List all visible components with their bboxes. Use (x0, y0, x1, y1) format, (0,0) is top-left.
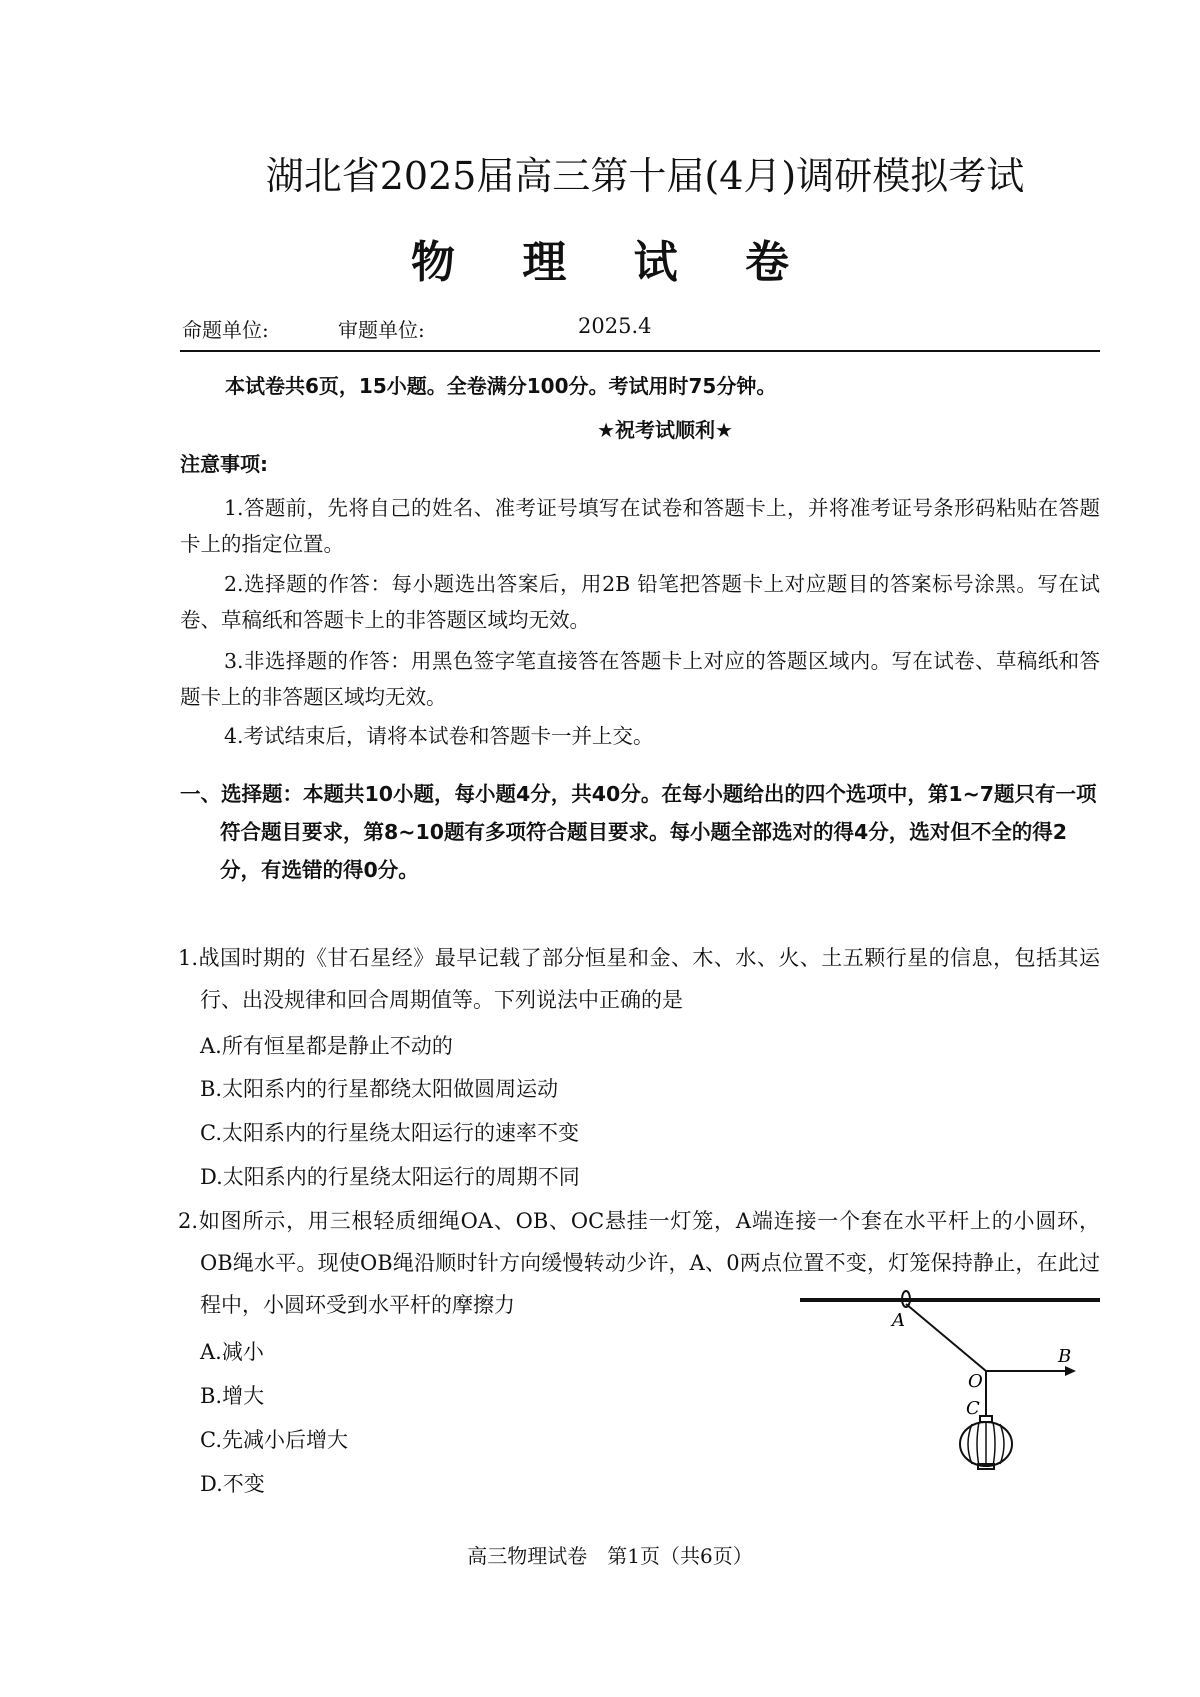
lantern-icon (960, 1416, 1012, 1469)
question-option: D.太阳系内的行星绕太阳运行的周期不同 (200, 1165, 580, 1189)
arrow-b (1065, 1366, 1076, 1376)
exam-title: 湖北省2025届高三第十届(4月)调研模拟考试 (265, 154, 1025, 198)
page-footer: 高三物理试卷 第1页（共6页） (467, 1544, 753, 1568)
notes-heading: 注意事项: (180, 452, 268, 476)
subject-title: 物 理 试 卷 (411, 237, 815, 288)
lantern-figure (800, 1280, 1100, 1470)
exam-summary: 本试卷共6页，15小题。全卷满分100分。考试用时75分钟。 (225, 374, 777, 398)
question-option: B.太阳系内的行星都绕太阳做圆周运动 (200, 1077, 559, 1101)
section-heading: 一、选择题：本题共10小题，每小题4分，共40分。在每小题给出的四个选项中，第1~7题只有一项符合题目要求，第8~10题有多项符合题目要求。每小题全部选对的得4分，选对但不全的得2分，有选错的得0分。 (180, 782, 1097, 882)
question-option: D.不变 (200, 1472, 265, 1496)
label-o: O (968, 1371, 983, 1392)
question-stem: 2.如图所示，用三根轻质细绳OA、OB、OC悬挂一灯笼，A端连接一个套在水平杆上的小圆环，OB绳水平。现使OB绳沿顺时针方向缓慢转动少许，A、0两点位置不变，灯笼保持静止，在此过程中，小圆环受到水平杆的摩擦力 (178, 1209, 1100, 1317)
note-item: 2.选择题的作答：每小题选出答案后，用2B 铅笔把答题卡上对应题目的答案标号涂黑。写在试卷、草稿纸和答题卡上的非答题区域均无效。 (180, 572, 1100, 632)
question-option: A.减小 (200, 1340, 264, 1364)
question-stem: 1.战国时期的《甘石星经》最早记载了部分恒星和金、木、水、火、土五颗行星的信息，包括其运行、出没规律和回合周期值等。下列说法中正确的是 (178, 946, 1100, 1012)
author-unit-label: 命题单位: (182, 318, 269, 342)
label-b: B (1058, 1346, 1072, 1367)
header-divider (180, 350, 1100, 352)
label-c: C (966, 1398, 980, 1419)
exam-date: 2025.4 (578, 314, 652, 338)
note-item: 4.考试结束后，请将本试卷和答题卡一并上交。 (224, 724, 654, 748)
question-option: C.先减小后增大 (200, 1428, 348, 1452)
review-unit-label: 审题单位: (338, 318, 425, 342)
label-a: A (892, 1310, 905, 1331)
question-option: B.增大 (200, 1384, 265, 1408)
rope-oa (906, 1304, 986, 1371)
question-option: C.太阳系内的行星绕太阳运行的速率不变 (200, 1121, 579, 1145)
question-option: A.所有恒星都是静止不动的 (200, 1034, 453, 1058)
note-item: 3.非选择题的作答：用黑色签字笔直接答在答题卡上对应的答题区域内。写在试卷、草稿纸和答题卡上的非答题区域均无效。 (180, 649, 1100, 709)
note-item: 1.答题前，先将自己的姓名、准考证号填写在试卷和答题卡上，并将准考证号条形码粘贴在答题卡上的指定位置。 (180, 496, 1100, 556)
good-luck-line: ★祝考试顺利★ (597, 418, 733, 442)
